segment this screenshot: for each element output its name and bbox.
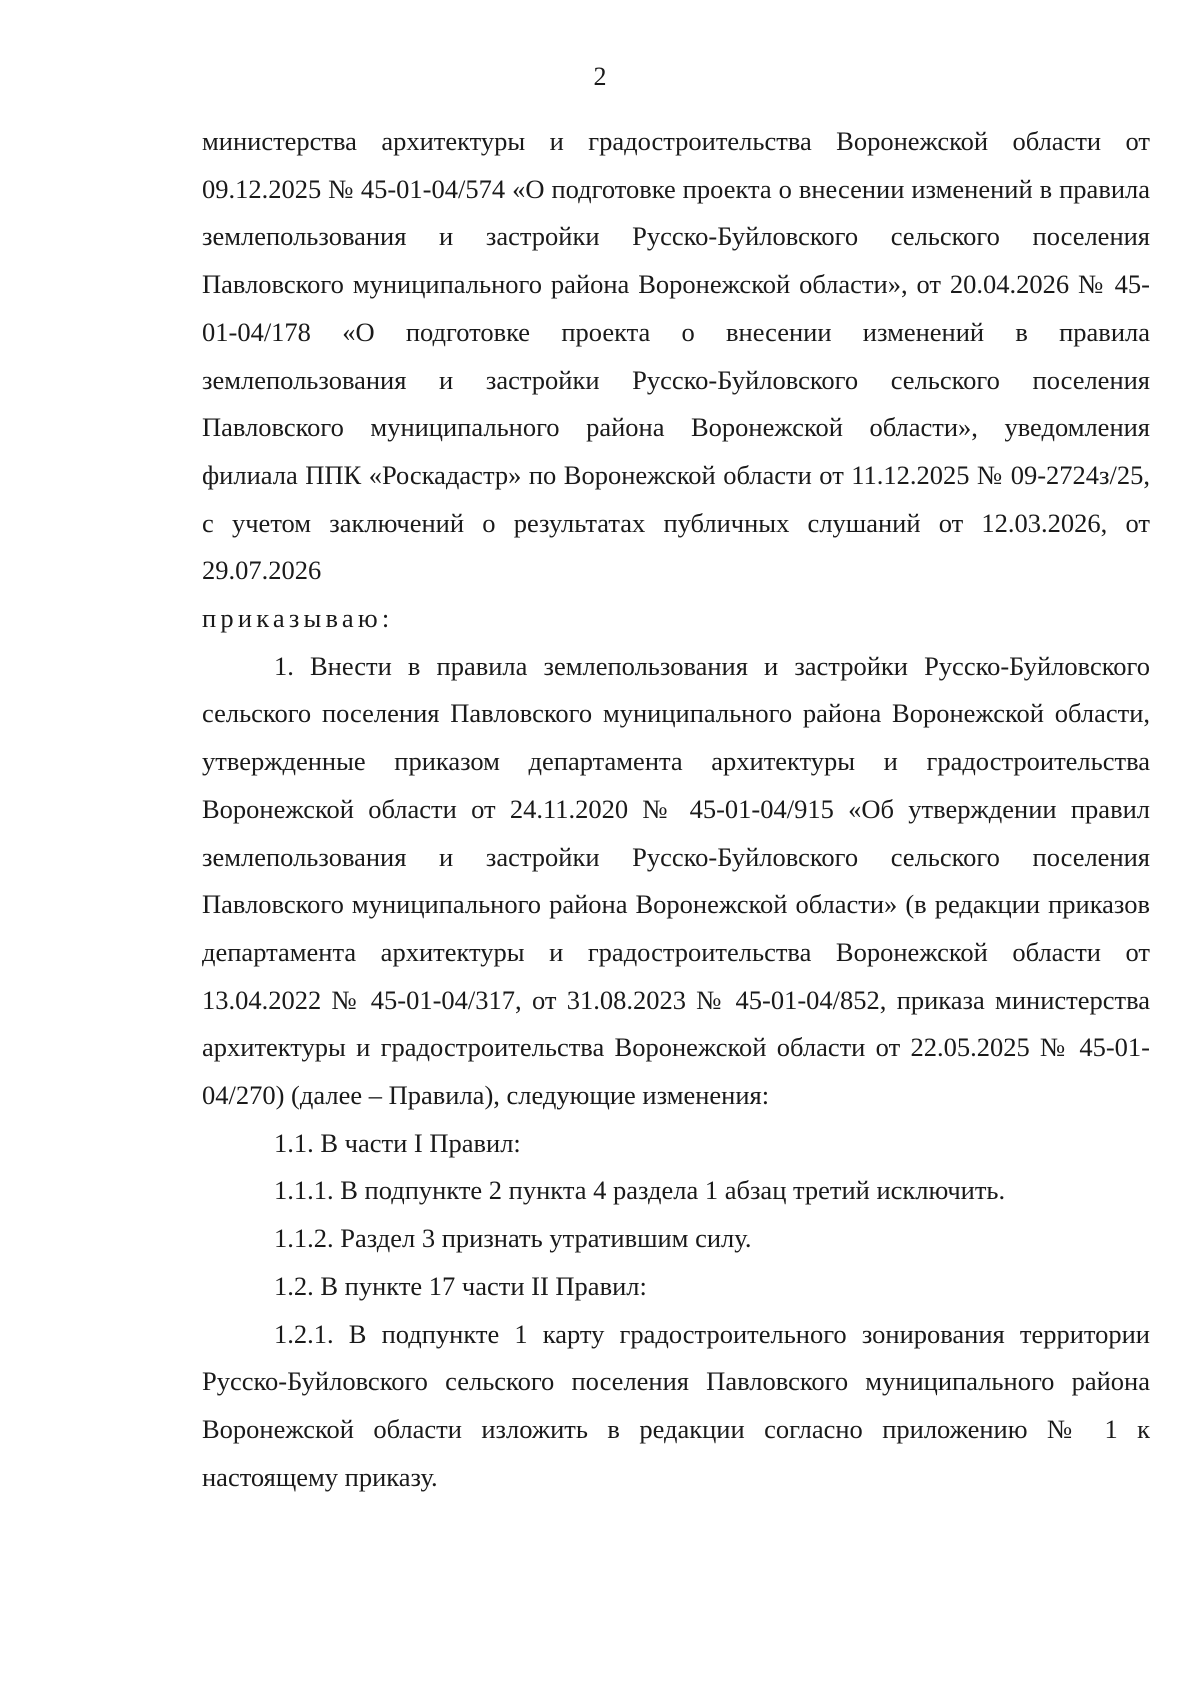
document-body (202, 118, 1150, 1501)
paragraph-item-1-1: 1.1. В части I Правил: (274, 1127, 521, 1158)
paragraph-item-1: 1. Внести в правила землепользования и застройки Русско-Буйловского сельского поселения Павловского муниципального района Воронежской области, утвержденные приказом департамента архитектуры и градостроительства Воронежской области от 24.11.2020 № 45-01-04/915 «Об утверждении правил землепользования и застройки Русско-Буйловского сельского поселения Павловского муниципального района Воронежской области» (в редакции приказов департамента архитектуры и градостроительства Воронежской области от 13.04.2022 № 45-01-04/317, от 31.08.2023 № 45-01-04/852, приказа министерства архитектуры и градостроительства Воронежской области от 22.05.2025 № 45-01-04/270) (далее – Правила), следующие изменения: (202, 650, 1150, 1111)
paragraph-item-1-2: 1.2. В пункте 17 части II Правил: (274, 1270, 647, 1301)
paragraph-item-1-1-2: 1.1.2. Раздел 3 признать утратившим силу. (274, 1223, 752, 1254)
paragraph-decree: приказываю: (202, 603, 394, 634)
paragraph-intro: министерства архитектуры и градостроительства Воронежской области от 09.12.2025 № 45-01-04/574 «О подготовке проекта о внесении изменений в правила землепользования и застройки Русско-Буйловского сельского поселения Павловского муниципального района Воронежской области», от 20.04.2026 № 45-01-04/178 «О подготовке проекта о внесении изменений в правила землепользования и застройки Русско-Буйловского сельского поселения Павловского муниципального района Воронежской области», уведомления филиала ППК «Роскадастр» по Воронежской области от 11.12.2025 № 09-2724з/25, с учетом заключений о результатах публичных слушаний от 12.03.2026, от 29.07.2026 (202, 126, 1150, 586)
paragraph-item-1-1-1: 1.1.1. В подпункте 2 пункта 4 раздела 1 абзац третий исключить. (274, 1175, 1006, 1206)
paragraph-item-1-2-1: 1.2.1. В подпункте 1 карту градостроительного зонирования территории Русско-Буйловского сельского поселения Павловского муниципального района Воронежской области изложить в редакции согласно приложению № 1 к настоящему приказу. (202, 1318, 1150, 1492)
page-number: 2 (593, 62, 607, 91)
